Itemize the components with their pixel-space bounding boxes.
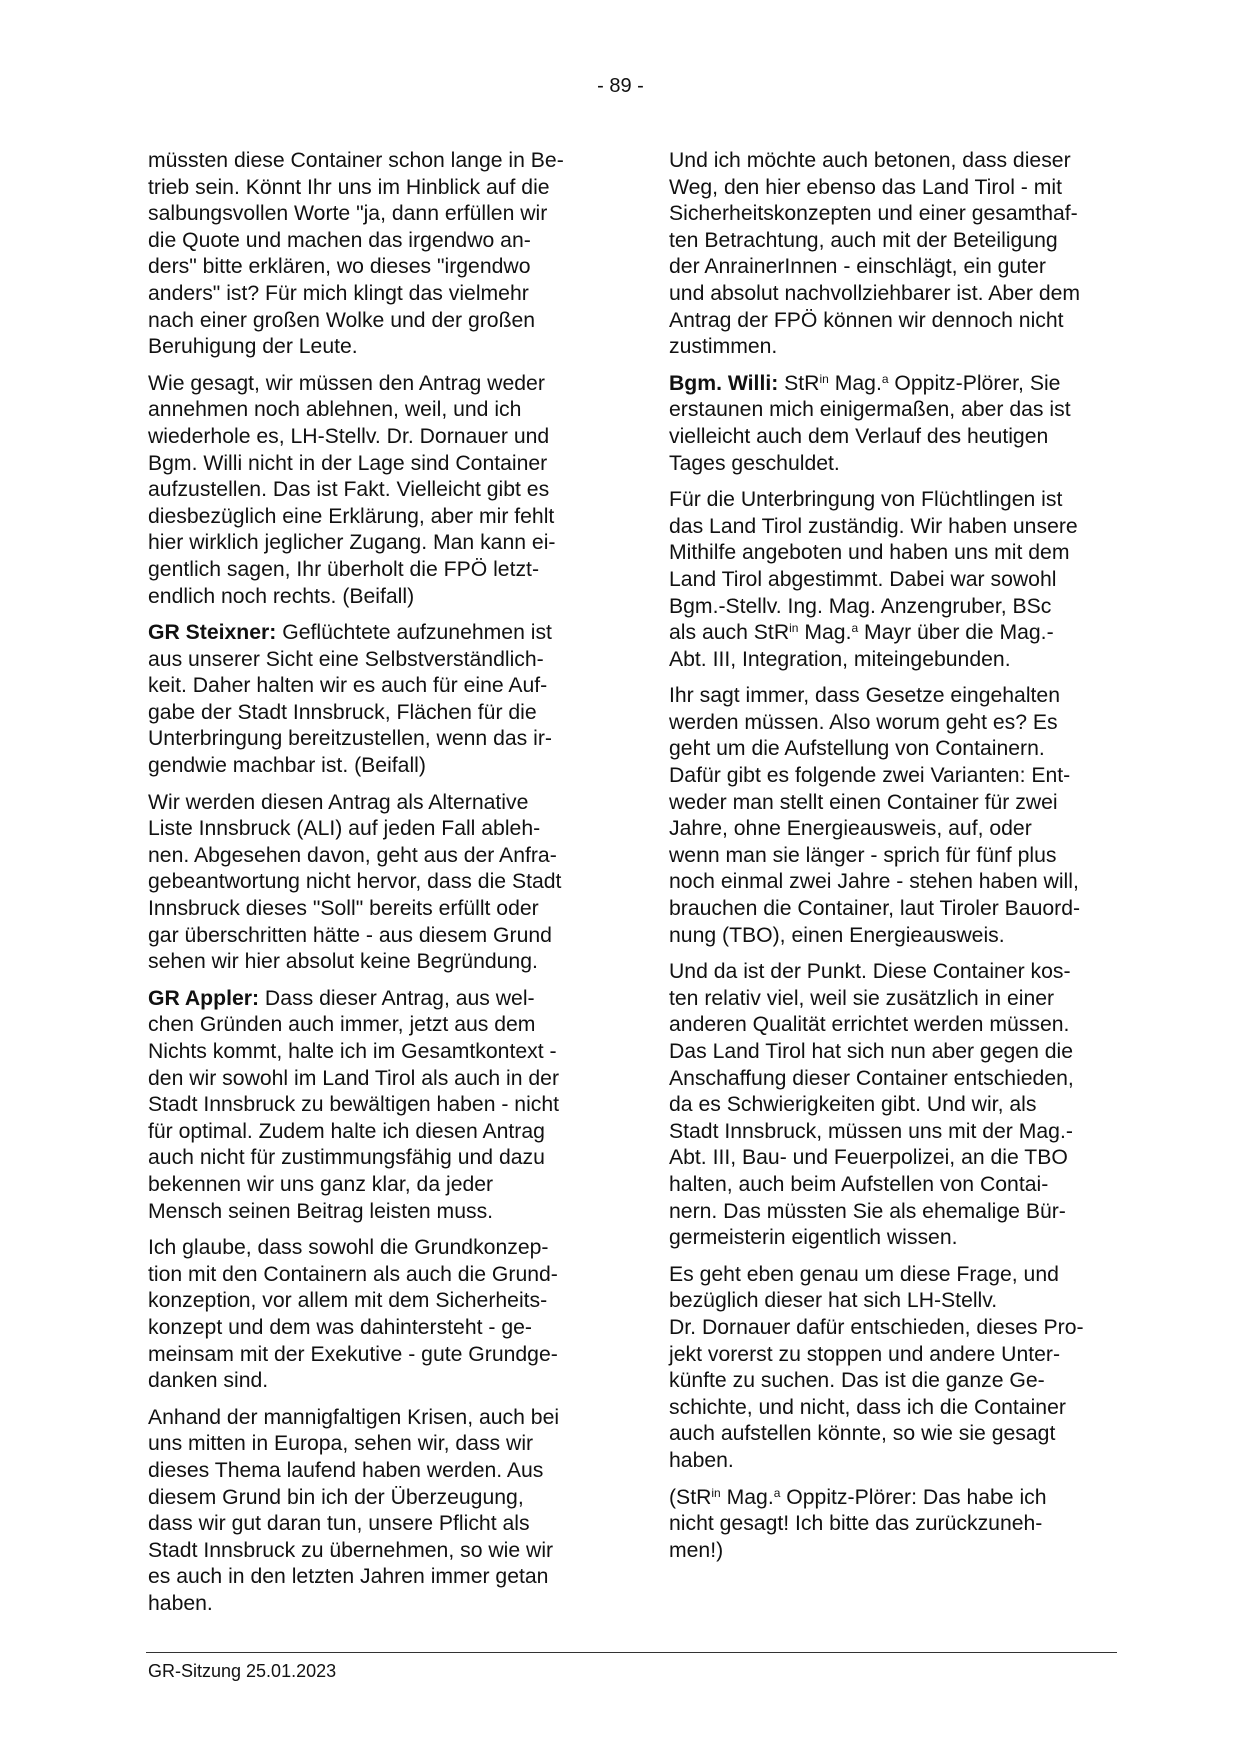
text-line: gebeantwortung nicht hervor, dass die Stadt bbox=[148, 870, 562, 894]
text-line: danken sind. bbox=[148, 1369, 269, 1393]
text-line: Stadt Innsbruck, müssen uns mit der Mag.- bbox=[669, 1119, 1073, 1143]
text-line: nern. Das müssten Sie als ehemalige Bür- bbox=[669, 1199, 1066, 1223]
text-line: Unterbringung bereitzustellen, wenn das ir- bbox=[148, 727, 552, 751]
speaker-name: Bgm. Willi: bbox=[669, 371, 779, 395]
paragraph bbox=[669, 683, 1117, 949]
text-line: Abt. III, Integration, miteingebunden. bbox=[669, 647, 1011, 671]
text-line: konzeption, vor allem mit dem Sicherheits- bbox=[148, 1289, 548, 1313]
text-line: gendwie machbar ist. (Beifall) bbox=[148, 754, 426, 778]
superscript: a bbox=[851, 621, 859, 636]
text-line: nach einer großen Wolke und der großen bbox=[148, 308, 536, 332]
text-line: Nichts kommt, halte ich im Gesamtkontext - bbox=[148, 1040, 557, 1063]
text-line: Wie gesagt, wir müssen den Antrag weder bbox=[148, 371, 545, 395]
text-line: Bgm.-Stellv. Ing. Mag. Anzengruber, BSc bbox=[669, 594, 1052, 618]
text-line: bezüglich dieser hat sich LH-Stellv. bbox=[669, 1289, 998, 1313]
paragraph bbox=[669, 148, 1117, 361]
left-column bbox=[148, 148, 596, 1627]
text-line: endlich noch rechts. (Beifall) bbox=[148, 584, 415, 608]
text-line: ten Betrachtung, auch mit der Beteiligung bbox=[669, 228, 1058, 252]
speaker-name: GR Appler: bbox=[148, 986, 260, 1010]
text-line: haben. bbox=[148, 1591, 213, 1615]
paragraph bbox=[148, 790, 596, 976]
text-line: Für die Unterbringung von Flüchtlingen ist bbox=[669, 488, 1063, 512]
paragraph bbox=[669, 959, 1117, 1252]
text-line: men!) bbox=[669, 1538, 724, 1562]
text-line: diesem Grund bin ich der Überzeugung, bbox=[148, 1485, 524, 1509]
text-line: Innsbruck dieses "Soll" bereits erfüllt oder bbox=[148, 897, 539, 921]
text-line: hier wirklich jeglicher Zugang. Man kann ei- bbox=[148, 531, 556, 555]
text-line: geht um die Aufstellung von Containern. bbox=[669, 737, 1045, 761]
text-line: jekt vorerst zu stoppen und andere Unter- bbox=[669, 1342, 1061, 1366]
text-line: künfte zu suchen. Das ist die ganze Ge- bbox=[669, 1369, 1045, 1393]
text-line: dieses Thema laufend haben werden. Aus bbox=[148, 1458, 544, 1482]
text-line: Das Land Tirol hat sich nun aber gegen die bbox=[669, 1040, 1074, 1063]
text-line: das Land Tirol zuständig. Wir haben unsere bbox=[669, 514, 1078, 538]
superscript: a bbox=[773, 1485, 781, 1500]
superscript: a bbox=[881, 371, 889, 386]
text-line: wenn man sie länger - sprich für fünf plus bbox=[669, 843, 1057, 867]
text-line: müssten diese Container schon lange in Be- bbox=[148, 149, 564, 172]
text-line: Weg, den hier ebenso das Land Tirol - mit bbox=[669, 175, 1062, 199]
text-line: ten relativ viel, weil sie zusätzlich in einer bbox=[669, 986, 1055, 1010]
text-line: salbungsvollen Worte "ja, dann erfüllen wir bbox=[148, 202, 548, 226]
superscript: in bbox=[789, 621, 799, 636]
text-line: den wir sowohl im Land Tirol als auch in der bbox=[148, 1066, 560, 1090]
paragraph bbox=[148, 371, 596, 610]
text-line: annehmen noch ablehnen, weil, und ich bbox=[148, 398, 522, 422]
text-line: für optimal. Zudem halte ich diesen Antrag bbox=[148, 1119, 545, 1143]
text-line: Abt. III, Bau- und Feuerpolizei, an die TBO bbox=[669, 1146, 1068, 1170]
text-line: germeisterin eigentlich wissen. bbox=[669, 1226, 958, 1250]
text-line: Bgm. Willi nicht in der Lage sind Container bbox=[148, 451, 548, 475]
text-line: bekennen wir uns ganz klar, da jeder bbox=[148, 1172, 494, 1196]
text-line: dass wir gut daran tun, unsere Pflicht als bbox=[148, 1512, 530, 1536]
text-line: da es Schwierigkeiten gibt. Und wir, als bbox=[669, 1093, 1037, 1117]
text-line: Ich glaube, dass sowohl die Grundkonzep- bbox=[148, 1236, 549, 1260]
text-line: weder man stellt einen Container für zwei bbox=[669, 790, 1058, 814]
text-line: anders" ist? Für mich klingt das vielmehr bbox=[148, 281, 529, 305]
text-line: tion mit den Containern als auch die Grund- bbox=[148, 1262, 558, 1286]
text-line: Liste Innsbruck (ALI) auf jeden Fall ableh- bbox=[148, 817, 541, 841]
text-line: Beruhigung der Leute. bbox=[148, 335, 358, 359]
paragraph bbox=[148, 620, 596, 780]
text-line: werden müssen. Also worum geht es? Es bbox=[669, 710, 1058, 734]
text-line: meinsam mit der Exekutive - gute Grundge- bbox=[148, 1342, 558, 1366]
right-column bbox=[669, 148, 1117, 1574]
text-line: Dafür gibt es folgende zwei Varianten: Ent- bbox=[669, 764, 1071, 788]
text-line: Ihr sagt immer, dass Gesetze eingehalten bbox=[669, 684, 1060, 708]
paragraph bbox=[148, 1235, 596, 1395]
text-line: auch aufstellen könnte, so wie sie gesagt bbox=[669, 1422, 1056, 1446]
text-line: brauchen die Container, laut Tiroler Bauord- bbox=[669, 897, 1081, 921]
paragraph bbox=[669, 1262, 1117, 1475]
text-line: Jahre, ohne Energieausweis, auf, oder bbox=[669, 817, 1032, 841]
text-line: und absolut nachvollziehbarer ist. Aber dem bbox=[669, 281, 1081, 305]
paragraph bbox=[148, 986, 596, 1225]
text-line: Antrag der FPÖ können wir dennoch nicht bbox=[669, 308, 1064, 332]
text-line: Es geht eben genau um diese Frage, und bbox=[669, 1262, 1059, 1286]
text-line: erstaunen mich einigermaßen, aber das ist bbox=[669, 398, 1071, 422]
text-line: Und ich möchte auch betonen, dass dieser bbox=[669, 149, 1071, 172]
text-line: gar überschritten hätte - aus diesem Grund bbox=[148, 923, 552, 947]
text-line: Und da ist der Punkt. Diese Container kos- bbox=[669, 960, 1071, 984]
text-line: Stadt Innsbruck zu übernehmen, so wie wir bbox=[148, 1538, 554, 1562]
text-line: nicht gesagt! Ich bitte das zurückzuneh- bbox=[669, 1512, 1043, 1536]
text-line: Wir werden diesen Antrag als Alternative bbox=[148, 790, 529, 814]
text-line: diesbezüglich eine Erklärung, aber mir fehlt bbox=[148, 504, 555, 528]
text-line: Dr. Dornauer dafür entschieden, dieses Pro- bbox=[669, 1315, 1084, 1339]
text-line: trieb sein. Könnt Ihr uns im Hinblick auf die bbox=[148, 175, 550, 199]
page-number: - 89 - bbox=[597, 75, 644, 97]
text-line: GR Appler: Dass dieser Antrag, aus wel- bbox=[148, 986, 535, 1010]
text-line: haben. bbox=[669, 1448, 734, 1472]
text-line: Anschaffung dieser Container entschieden, bbox=[669, 1066, 1074, 1090]
superscript: in bbox=[819, 371, 829, 386]
text-line: vielleicht auch dem Verlauf des heutigen bbox=[669, 424, 1049, 448]
text-line: sehen wir hier absolut keine Begründung. bbox=[148, 950, 538, 974]
text-line: aufzustellen. Das ist Fakt. Vielleicht gibt es bbox=[148, 478, 550, 502]
text-line: anderen Qualität errichtet werden müssen. bbox=[669, 1013, 1070, 1037]
text-line: wiederhole es, LH-Stellv. Dr. Dornauer und bbox=[148, 424, 550, 448]
text-line: Mensch seinen Beitrag leisten muss. bbox=[148, 1199, 494, 1223]
paragraph bbox=[148, 1405, 596, 1618]
text-line: Sicherheitskonzepten und einer gesamthaf- bbox=[669, 202, 1078, 226]
paragraph bbox=[669, 487, 1117, 673]
text-line: die Quote und machen das irgendwo an- bbox=[148, 228, 531, 252]
text-line: gabe der Stadt Innsbruck, Flächen für die bbox=[148, 700, 537, 724]
text-line: Anhand der mannigfaltigen Krisen, auch bei bbox=[148, 1405, 560, 1429]
paragraph bbox=[669, 371, 1117, 477]
text-line: uns mitten in Europa, sehen wir, dass wir bbox=[148, 1432, 534, 1456]
text-line: noch einmal zwei Jahre - stehen haben will, bbox=[669, 870, 1079, 894]
text-line: auch nicht für zustimmungsfähig und dazu bbox=[148, 1146, 545, 1170]
speaker-name: GR Steixner: bbox=[148, 621, 277, 645]
text-line: (StR$^{in}$ Mag.$^a$ Oppitz-Plörer: Das habe ich bbox=[669, 1485, 1047, 1509]
superscript: in bbox=[711, 1485, 721, 1500]
text-line: ders" bitte erklären, wo dieses "irgendwo bbox=[148, 255, 531, 279]
text-line: konzept und dem was dahintersteht - ge- bbox=[148, 1315, 532, 1339]
footer-text: GR-Sitzung 25.01.2023 bbox=[148, 1661, 337, 1681]
text-line: keit. Daher halten wir es auch für eine Auf- bbox=[148, 674, 548, 698]
text-line: Stadt Innsbruck zu bewältigen haben - nicht bbox=[148, 1093, 560, 1117]
text-line: nung (TBO), einen Energieausweis. bbox=[669, 923, 1005, 947]
text-line: aus unserer Sicht eine Selbstverständlich- bbox=[148, 647, 544, 671]
text-line: es auch in den letzten Jahren immer getan bbox=[148, 1565, 549, 1589]
text-line: nen. Abgesehen davon, geht aus der Anfra- bbox=[148, 843, 557, 867]
text-line: chen Gründen auch immer, jetzt aus dem bbox=[148, 1013, 536, 1037]
paragraph bbox=[148, 148, 596, 361]
text-line: halten, auch beim Aufstellen von Contai- bbox=[669, 1172, 1049, 1196]
text-line: der AnrainerInnen - einschlägt, ein guter bbox=[669, 255, 1046, 279]
text-line: Land Tirol abgestimmt. Dabei war sowohl bbox=[669, 567, 1057, 591]
text-line: GR Steixner: Geflüchtete aufzunehmen ist bbox=[148, 621, 552, 645]
text-line: zustimmen. bbox=[669, 335, 778, 359]
footer-divider bbox=[146, 1652, 1117, 1653]
text-line: gentlich sagen, Ihr überholt die FPÖ letzt- bbox=[148, 557, 539, 581]
text-line: als auch StR$^{in}$ Mag.$^a$ Mayr über die Mag.- bbox=[669, 621, 1054, 645]
text-line: Mithilfe angeboten und haben uns mit dem bbox=[669, 541, 1070, 565]
paragraph bbox=[669, 1485, 1117, 1565]
text-line: schichte, und nicht, dass ich die Container bbox=[669, 1395, 1066, 1419]
text-line: Tages geschuldet. bbox=[669, 451, 840, 475]
text-line: Bgm. Willi: StR$^{in}$ Mag.$^a$ Oppitz-Plörer, Sie bbox=[669, 371, 1061, 395]
